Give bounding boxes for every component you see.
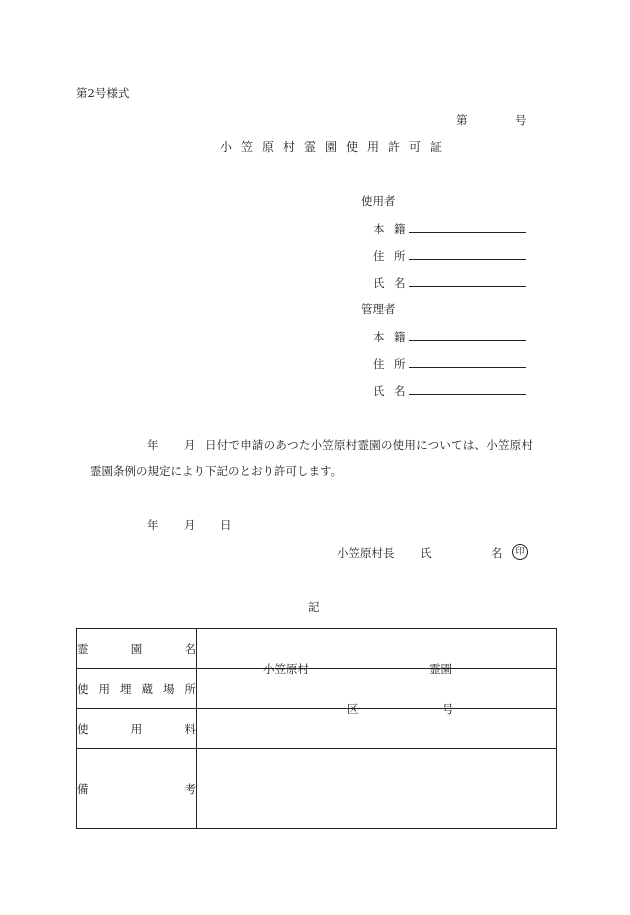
label-char: 場 bbox=[163, 681, 175, 696]
doc-number-prefix: 第 bbox=[456, 113, 468, 127]
value-cell-cemetery-name[interactable] bbox=[197, 629, 557, 676]
body-year: 年 bbox=[147, 438, 159, 452]
table-row-cemetery-name bbox=[77, 629, 557, 669]
field-label-a: 本 bbox=[373, 330, 385, 344]
value-left: 小笠原村 bbox=[263, 661, 309, 676]
user-honseki-blank[interactable] bbox=[409, 232, 526, 233]
row-label-cell bbox=[77, 749, 197, 829]
row-label-cell bbox=[77, 629, 197, 669]
value-left: 区 bbox=[347, 701, 359, 716]
label-char: 用 bbox=[130, 721, 143, 736]
row-label bbox=[77, 681, 196, 697]
field-label-a: 本 bbox=[373, 222, 385, 236]
label-char: 名 bbox=[184, 641, 196, 656]
label-char: 備 bbox=[77, 781, 89, 796]
signatory-shi: 氏 bbox=[420, 546, 432, 560]
value-cell-remarks[interactable] bbox=[197, 749, 557, 829]
manager-honseki-blank[interactable] bbox=[409, 340, 526, 341]
user-name-blank[interactable] bbox=[409, 286, 526, 287]
field-label-a: 住 bbox=[373, 249, 385, 263]
value-cell-usage-fee[interactable] bbox=[197, 709, 557, 749]
value-right: 霊園 bbox=[429, 661, 452, 676]
field-label-a: 氏 bbox=[373, 384, 385, 398]
seal-mark: 印 bbox=[512, 544, 528, 560]
label-char: 考 bbox=[184, 781, 196, 796]
date-month: 月 bbox=[184, 518, 196, 532]
user-heading: 使用者 bbox=[361, 194, 396, 208]
row-label bbox=[77, 721, 196, 737]
body-line-2: 霊園条例の規定により下記のとおり許可します。 bbox=[90, 464, 343, 478]
signatory-title: 小笠原村長 bbox=[337, 546, 395, 560]
label-char: 用 bbox=[98, 681, 110, 696]
document-title: 小笠原村霊園使用許可証 bbox=[220, 140, 452, 154]
field-label-b: 所 bbox=[394, 249, 406, 263]
label-char: 園 bbox=[130, 641, 143, 656]
body-line-1: 日付で申請のあつた小笠原村霊園の使用については、小笠原村 bbox=[205, 438, 534, 452]
body-month: 月 bbox=[184, 438, 196, 452]
label-char: 埋 bbox=[120, 681, 132, 696]
row-label-cell bbox=[77, 669, 197, 709]
label-char: 所 bbox=[184, 681, 196, 696]
table-row-usage-fee bbox=[77, 709, 557, 749]
doc-number-suffix: 号 bbox=[515, 113, 527, 127]
manager-heading: 管理者 bbox=[361, 302, 396, 316]
row-label bbox=[77, 781, 196, 797]
manager-address-blank[interactable] bbox=[409, 367, 526, 368]
manager-name-blank[interactable] bbox=[409, 394, 526, 395]
label-char: 蔵 bbox=[141, 681, 153, 696]
value-right: 号 bbox=[442, 701, 454, 716]
label-char: 使 bbox=[77, 681, 89, 696]
label-char: 霊 bbox=[77, 641, 89, 656]
field-label-b: 所 bbox=[394, 357, 406, 371]
table-row-burial-location bbox=[77, 669, 557, 709]
row-label bbox=[77, 641, 196, 657]
field-label-b: 籍 bbox=[394, 222, 406, 236]
permit-table bbox=[76, 628, 557, 829]
table-row-remarks bbox=[77, 749, 557, 829]
field-label-a: 氏 bbox=[373, 276, 385, 290]
field-label-b: 籍 bbox=[394, 330, 406, 344]
form-number: 第2号様式 bbox=[76, 86, 130, 100]
row-label-cell bbox=[77, 709, 197, 749]
field-label-a: 住 bbox=[373, 357, 385, 371]
ki-heading: 記 bbox=[308, 600, 320, 614]
date-day: 日 bbox=[220, 518, 232, 532]
signatory-mei: 名 bbox=[491, 546, 503, 560]
field-label-b: 名 bbox=[394, 384, 406, 398]
date-year: 年 bbox=[147, 518, 159, 532]
label-char: 料 bbox=[184, 721, 196, 736]
user-address-blank[interactable] bbox=[409, 259, 526, 260]
field-label-b: 名 bbox=[394, 276, 406, 290]
label-char: 使 bbox=[77, 721, 89, 736]
value-cell-burial-location[interactable] bbox=[197, 669, 557, 716]
